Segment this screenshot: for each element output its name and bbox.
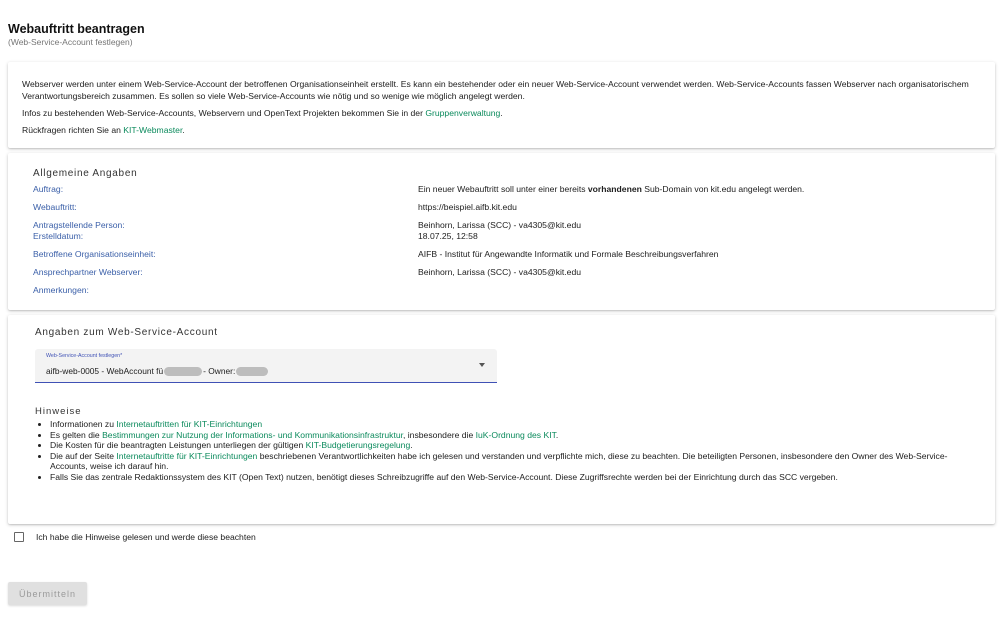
ansprechpartner-label: Ansprechpartner Webserver:: [33, 267, 143, 277]
intro-contact-paragraph: Rückfragen richten Sie an KIT-Webmaster.: [22, 125, 185, 135]
organisationseinheit-row: [33, 249, 970, 260]
internetauftritte-link[interactable]: Internetauftritten für KIT-Einrichtungen: [116, 419, 263, 429]
redacted-owner: [236, 367, 268, 376]
select-value: aifb-web-0005 - WebAccount fü - Owner:: [46, 366, 269, 376]
antragsteller-row: [33, 220, 970, 231]
budgetierungsregelung-link[interactable]: KIT-Budgetierungsregelung: [305, 440, 411, 450]
auftrag-row: [33, 184, 970, 195]
webauftritt-row: [33, 202, 970, 213]
list-item: • Es gelten die Bestimmungen zur Nutzung der Informations- und Kommunikationsinfrastruktur, insbesondere die IuK-Ordnung des KIT.: [50, 430, 968, 441]
general-section-title: Allgemeine Angaben: [33, 168, 138, 179]
erstelldatum-value: 18.07.25, 12:58: [418, 231, 478, 241]
erstelldatum-label: Erstelldatum:: [33, 231, 84, 241]
iuk-ordnung-link[interactable]: IuK-Ordnung des KIT: [475, 429, 556, 440]
page-subtitle: (Web-Service-Account festlegen): [8, 37, 133, 47]
auftrag-value: Ein neuer Webauftritt soll unter einer bereits vorhandenen Sub-Domain von kit.edu angelegt werden.: [418, 184, 805, 194]
antragsteller-label: Antragstellende Person:: [33, 220, 125, 230]
gruppenverwaltung-link[interactable]: Gruppenverwaltung: [425, 108, 501, 118]
webauftritt-label: Webauftritt:: [33, 202, 77, 212]
antragsteller-value: Beinhorn, Larissa (SCC) - va4305@kit.edu: [418, 220, 582, 230]
organisationseinheit-value: AIFB - Institut für Angewandte Informatik und Formale Beschreibungsverfahren: [418, 249, 719, 259]
intro-info-paragraph: Infos zu bestehenden Web-Service-Accounts, Webservern und OpenText Projekten bekommen Sie in der Gruppenverwaltung.: [22, 108, 503, 118]
ansprechpartner-value: Beinhorn, Larissa (SCC) - va4305@kit.edu: [418, 267, 582, 277]
anmerkungen-label: Anmerkungen:: [33, 285, 89, 295]
list-item: • Die Kosten für die beantragten Leistungen unterliegen der gültigen KIT-Budgetierungsregelung.: [50, 440, 968, 451]
select-label: Web-Service-Account festlegen*: [46, 353, 123, 359]
intro-card: [8, 62, 995, 148]
organisationseinheit-label: Betroffene Organisationseinheit:: [33, 249, 156, 259]
anmerkungen-row: [33, 285, 970, 296]
auftrag-label: Auftrag:: [33, 184, 64, 194]
erstelldatum-row: [33, 231, 970, 242]
account-section-title: Angaben zum Web-Service-Account: [35, 327, 218, 338]
bestimmungen-link[interactable]: Bestimmungen zur Nutzung der Informations- und Kommunikationsinfrastruktur: [102, 429, 403, 440]
list-item: • Falls Sie das zentrale Redaktionssystem des KIT (Open Text) nutzen, benötigt dieses Schreibzugriffe auf den Web-Service-Account. Diese Zugriffsrechte werden bei der Einrichtung durch das SCC vergeben.: [50, 472, 968, 483]
ansprechpartner-row: [33, 267, 970, 278]
list-item: • Die auf der Seite Internetauftritte für KIT-Einrichtungen beschriebenen Verantwortlichkeiten habe ich gelesen und verstanden und verpflichte mich, diese zu beachten. Die beteiligten Personen, insbesondere den Owner des Web-Service-Accounts, weise ich darauf hin.: [50, 451, 968, 472]
kit-webmaster-link[interactable]: KIT-Webmaster: [123, 125, 183, 135]
account-card: [8, 315, 995, 524]
checkbox-unchecked-icon[interactable]: [14, 532, 24, 542]
submit-button[interactable]: Übermitteln: [8, 582, 87, 605]
hints-title: Hinweise: [35, 406, 82, 417]
confirm-row[interactable]: [14, 532, 256, 542]
web-service-account-select[interactable]: [35, 349, 497, 383]
caret-down-icon[interactable]: [479, 363, 485, 367]
general-info-card: [8, 153, 995, 310]
confirm-label[interactable]: Ich habe die Hinweise gelesen und werde diese beachten: [36, 532, 256, 542]
list-item: • Informationen zu Internetauftritten für KIT-Einrichtungen: [50, 419, 968, 430]
hints-list: [35, 419, 968, 482]
intro-paragraph: Webserver werden unter einem Web-Service-Account der betroffenen Organisationseinheit erstellt. Es kann ein bestehender oder ein neuer Web-Service-Account verwendet werden. Web-Service-Accounts fassen Webserver nach organisatorischem Verantwortungsbereich zusammen. Es sollen so viele Web-Service-Accounts wie nötig und so wenige wie möglich angelegt werden.: [22, 79, 969, 101]
page-title: Webauftritt beantragen: [8, 22, 145, 36]
redacted-name: [164, 367, 202, 376]
webauftritt-value: https://beispiel.aifb.kit.edu: [418, 202, 517, 212]
internetauftritte-link-2[interactable]: Internetauftritte für KIT-Einrichtungen: [116, 450, 258, 461]
